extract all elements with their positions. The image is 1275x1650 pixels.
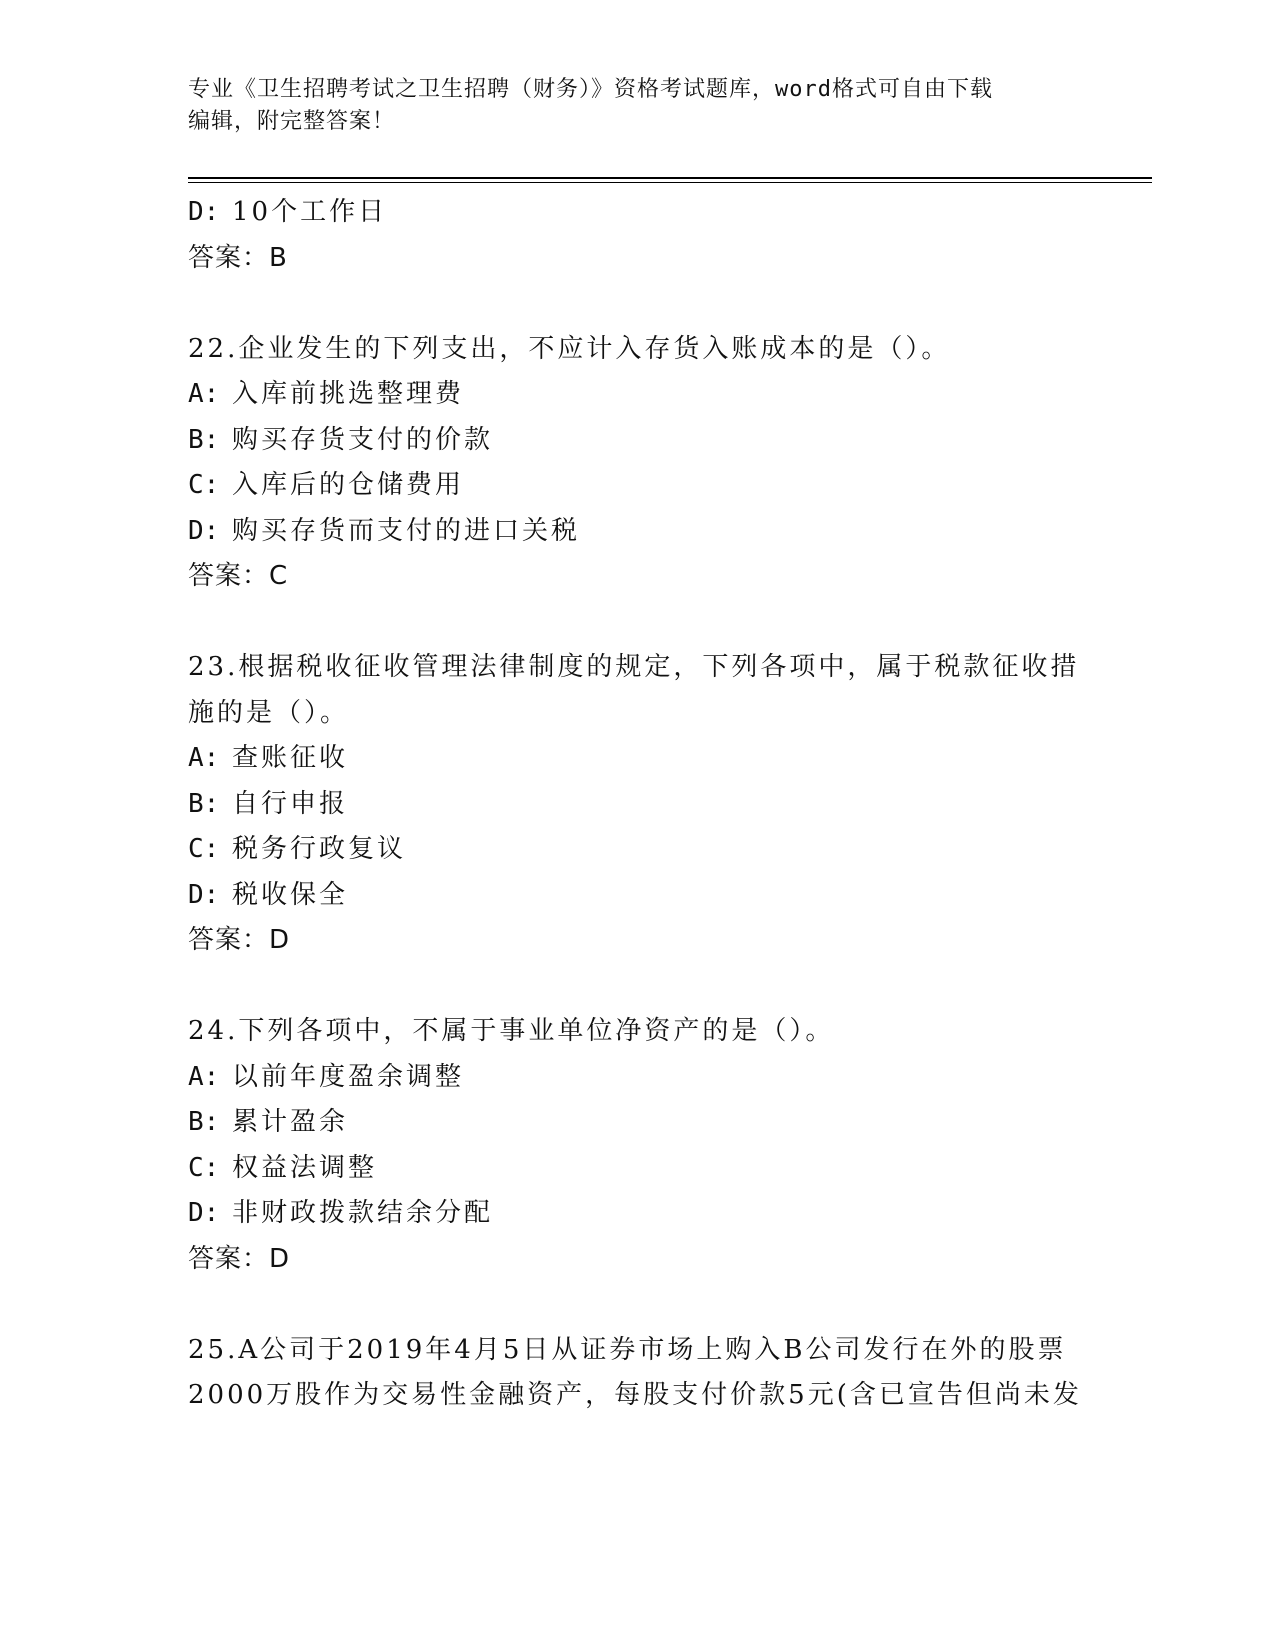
option-text: 税务行政复议 bbox=[232, 834, 407, 864]
q23-option-a bbox=[188, 736, 1088, 782]
q24-option-c bbox=[188, 1146, 1088, 1192]
q22-option-c bbox=[188, 463, 1088, 509]
option-text: 购买存货支付的价款 bbox=[232, 424, 494, 455]
option-letter: B: bbox=[188, 1107, 220, 1137]
q23-option-b bbox=[188, 782, 1088, 828]
option-letter: D: bbox=[188, 515, 220, 546]
q23-option-d bbox=[188, 873, 1088, 919]
option-letter: B: bbox=[188, 424, 220, 455]
option-text: 累计盈余 bbox=[232, 1107, 349, 1137]
option-letter: B: bbox=[188, 788, 220, 819]
q22-option-b bbox=[188, 418, 1088, 464]
question-25-line-1: 25.A公司于2019年4月5日从证券市场上购入B公司发行在外的股票 bbox=[188, 1334, 1067, 1365]
option-text: 权益法调整 bbox=[232, 1152, 378, 1183]
question-content bbox=[188, 190, 1088, 1419]
question-22: 22.企业发生的下列支出，不应计入存货入账成本的是（）。 bbox=[188, 333, 951, 364]
option-text: 入库前挑选整理费 bbox=[232, 379, 465, 409]
spacer bbox=[188, 964, 1088, 1010]
spacer bbox=[188, 281, 1088, 327]
spacer bbox=[188, 1282, 1088, 1328]
option-text: 10个工作日 bbox=[232, 197, 388, 227]
question-23-line-2: 施的是（）。 bbox=[188, 697, 350, 728]
option-letter: A: bbox=[188, 1061, 220, 1092]
option-letter: C: bbox=[188, 1152, 220, 1183]
option-letter: D: bbox=[188, 879, 220, 910]
q22-answer: 答案：C bbox=[188, 561, 289, 591]
question-24: 24.下列各项中，不属于事业单位净资产的是（）。 bbox=[188, 1016, 835, 1046]
question-23-line-1: 23.根据税收征收管理法律制度的规定，下列各项中，属于税款征收措 bbox=[188, 652, 1080, 682]
option-text: 查账征收 bbox=[232, 743, 349, 773]
option-text: 以前年度盈余调整 bbox=[232, 1061, 465, 1092]
q24-answer: 答案：D bbox=[188, 1243, 291, 1274]
q24-option-d bbox=[188, 1191, 1088, 1237]
q24-option-b bbox=[188, 1100, 1088, 1146]
spacer bbox=[188, 600, 1088, 646]
header-divider-thin bbox=[188, 182, 1152, 183]
q22-option-a bbox=[188, 372, 1088, 418]
option-letter: C: bbox=[188, 470, 220, 500]
option-letter: A: bbox=[188, 743, 220, 773]
option-letter: D: bbox=[188, 197, 220, 227]
q23-answer: 答案：D bbox=[188, 925, 291, 955]
prev-answer: 答案：B bbox=[188, 242, 288, 273]
q22-option-d bbox=[188, 509, 1088, 555]
q23-option-c bbox=[188, 827, 1088, 873]
prev-option-d bbox=[188, 190, 1088, 236]
option-text: 税收保全 bbox=[232, 879, 349, 910]
option-letter: D: bbox=[188, 1198, 220, 1228]
document-header bbox=[188, 74, 1088, 138]
question-25-line-2: 2000万股作为交易性金融资产，每股支付价款5元(含已宣告但尚未发 bbox=[188, 1380, 1082, 1410]
header-line-1: 专业《卫生招聘考试之卫生招聘（财务）》资格考试题库，word格式可自由下载 bbox=[188, 77, 993, 102]
q24-option-a bbox=[188, 1055, 1088, 1101]
option-text: 购买存货而支付的进口关税 bbox=[232, 515, 581, 546]
option-letter: C: bbox=[188, 834, 220, 864]
header-line-2: 编辑，附完整答案！ bbox=[188, 109, 396, 134]
option-text: 自行申报 bbox=[232, 788, 349, 819]
header-divider-thick bbox=[188, 177, 1152, 179]
option-text: 非财政拨款结余分配 bbox=[232, 1198, 494, 1228]
option-letter: A: bbox=[188, 379, 220, 409]
option-text: 入库后的仓储费用 bbox=[232, 470, 465, 500]
